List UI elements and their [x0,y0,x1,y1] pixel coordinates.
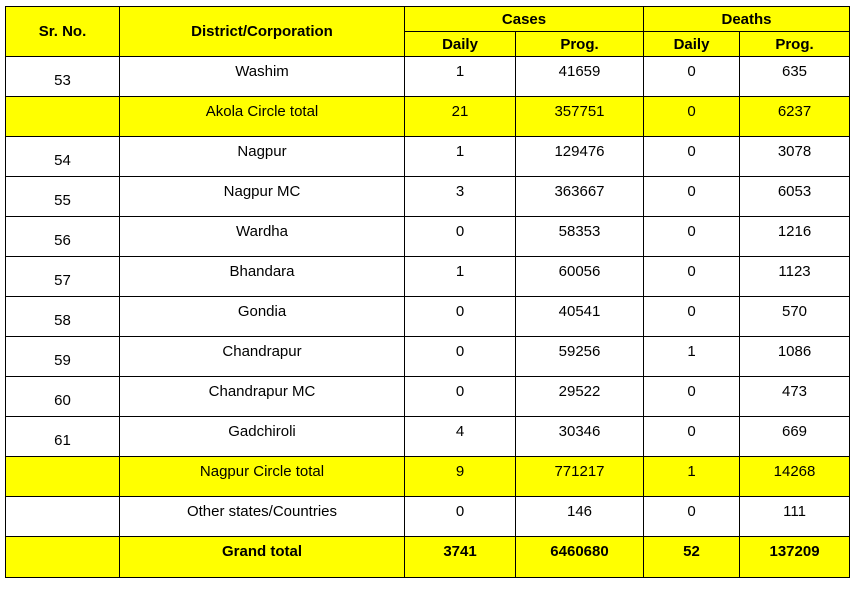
deaths-daily-cell: 0 [687,263,696,280]
cases-daily-cell: 1 [455,63,465,80]
header-row-top [6,7,850,32]
deaths-prog-cell: 6237 [777,103,812,120]
cases-daily-header: Daily [405,32,516,57]
cases-daily-cell: 21 [451,103,469,120]
cases-daily-cell: 0 [455,383,465,400]
circle-total-row [6,97,850,137]
table-row [6,297,850,337]
district-cell: Chandrapur MC [208,383,316,400]
sr-no-cell: 58 [54,312,71,329]
deaths-daily-header: Daily [644,32,740,57]
sr-no-cell [6,497,119,512]
cases-prog-cell: 41659 [558,63,601,80]
deaths-daily-cell: 1 [687,463,696,480]
cases-prog-cell: 59256 [558,343,601,360]
deaths-prog-cell: 570 [782,303,808,320]
table-row [6,217,850,257]
deaths-daily-cell: 0 [687,63,696,80]
sr-no-cell [6,537,119,552]
table-row [6,337,850,377]
sr-no-cell [6,97,119,112]
cases-prog-cell: 357751 [554,103,605,120]
cases-daily-cell: 3 [455,183,465,200]
deaths-daily-cell: 0 [687,183,696,200]
sr-no-cell: 60 [54,392,71,409]
sr-no-cell: 55 [54,192,71,209]
cases-daily-cell: 1 [455,143,465,160]
sr-no-cell: 53 [54,72,71,89]
district-cell: Bhandara [229,263,295,280]
cases-prog-cell: 60056 [558,263,601,280]
district-cases-table [5,6,850,578]
table-row [6,497,850,537]
deaths-daily-cell: 0 [687,223,696,240]
cases-header: Cases [405,7,644,32]
district-cell: Chandrapur [222,343,302,360]
deaths-prog-cell: 669 [782,423,808,440]
deaths-prog-cell: 14268 [773,463,816,480]
circle-total-row [6,457,850,497]
district-cell: Wardha [236,223,288,240]
deaths-prog-cell: 111 [783,503,806,520]
deaths-daily-cell: 0 [687,503,696,520]
district-cell: Nagpur [237,143,287,160]
table-row [6,377,850,417]
table-row [6,257,850,297]
district-cell: Grand total [221,543,302,560]
district-cell: Other states/Countries [186,503,338,520]
table-row [6,57,850,97]
table-row [6,417,850,457]
sr-no-header: Sr. No. [6,7,120,57]
deaths-prog-cell: 635 [782,63,808,80]
sr-no-cell: 57 [54,272,71,289]
deaths-daily-cell: 0 [687,303,696,320]
cases-prog-cell: 40541 [558,303,601,320]
deaths-daily-cell: 0 [687,103,696,120]
grand-total-row [6,537,850,578]
cases-prog-cell: 363667 [554,183,605,200]
sr-no-cell: 54 [54,152,71,169]
sr-no-cell: 56 [54,232,71,249]
deaths-prog-cell: 1216 [777,223,812,240]
sr-no-cell: 59 [54,352,71,369]
district-cell: Gadchiroli [228,423,296,440]
cases-prog-cell: 146 [566,503,593,520]
sr-no-cell: 61 [54,432,71,449]
deaths-daily-cell: 0 [687,423,696,440]
cases-prog-cell: 129476 [554,143,605,160]
cases-prog-cell: 6460680 [550,543,609,560]
cases-prog-cell: 771217 [554,463,605,480]
deaths-daily-cell: 0 [687,383,696,400]
sr-no-cell [6,457,119,472]
cases-prog-cell: 29522 [558,383,601,400]
deaths-prog-cell: 1123 [778,263,811,280]
deaths-daily-cell: 0 [687,143,696,160]
deaths-prog-cell: 137209 [769,543,820,560]
cases-daily-cell: 0 [455,223,465,240]
deaths-prog-header: Prog. [740,32,850,57]
deaths-daily-cell: 52 [683,543,700,560]
district-cell: Akola Circle total [205,103,319,120]
deaths-header: Deaths [644,7,850,32]
deaths-prog-cell: 1086 [777,343,812,360]
cases-daily-cell: 0 [455,343,465,360]
cases-prog-cell: 30346 [558,423,601,440]
cases-daily-cell: 0 [455,303,465,320]
cases-prog-header: Prog. [516,32,644,57]
district-cell: Washim [235,63,289,80]
cases-daily-cell: 1 [455,263,465,280]
table-row [6,137,850,177]
district-cell: Nagpur Circle total [199,463,325,480]
district-header: District/Corporation [120,7,405,57]
deaths-prog-cell: 6053 [777,183,812,200]
cases-daily-cell: 0 [455,503,465,520]
deaths-prog-cell: 473 [782,383,808,400]
deaths-prog-cell: 3078 [777,143,812,160]
deaths-daily-cell: 1 [687,343,696,360]
district-cell: Nagpur MC [223,183,301,200]
cases-prog-cell: 58353 [558,223,601,240]
cases-daily-cell: 3741 [443,543,477,560]
table-row [6,177,850,217]
cases-daily-cell: 9 [455,463,465,480]
district-cell: Gondia [237,303,287,320]
cases-daily-cell: 4 [455,423,465,440]
